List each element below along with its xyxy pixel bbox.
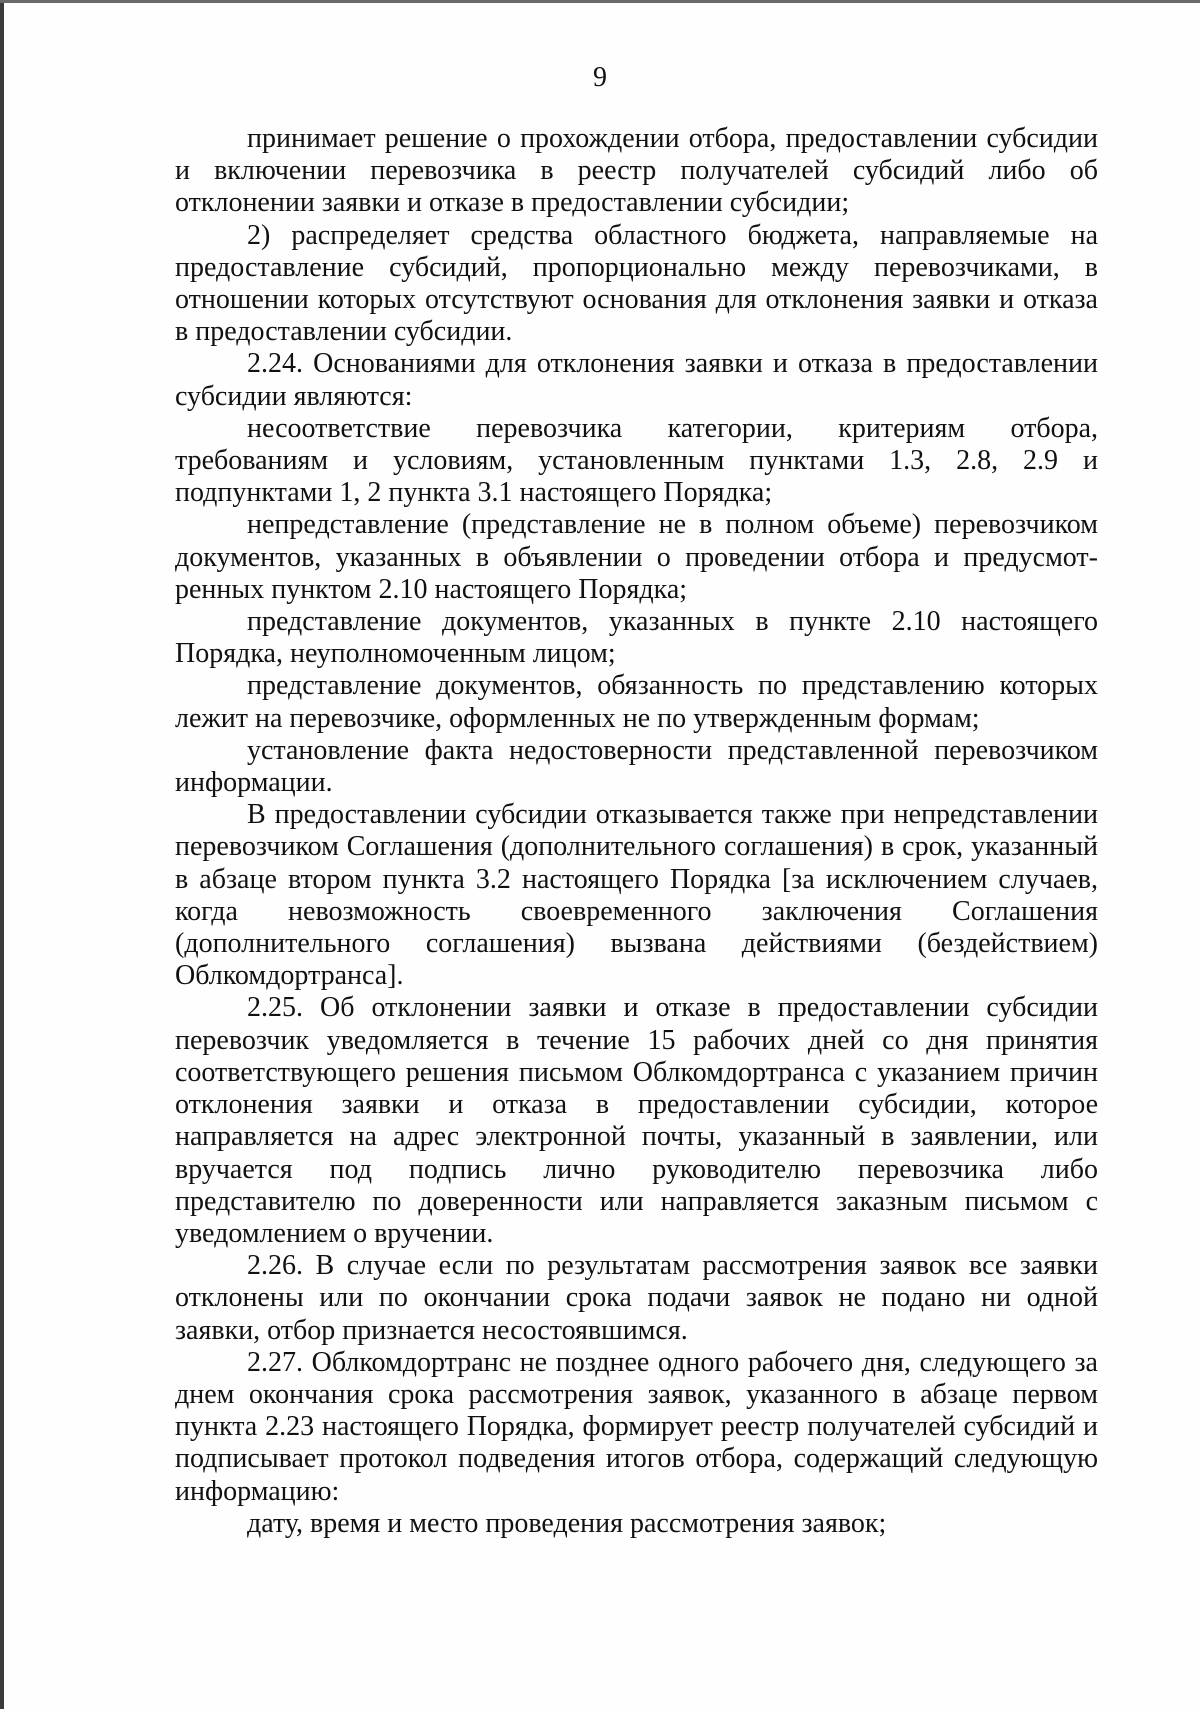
paragraph: принимает решение о прохождении отбора, предоставлении субсидии и включении перевозчика в реестр получателей субсидий либо об отклонении заявки и отказе в предоставлении субсидии; [175,123,1098,219]
paragraph: 2.24. Основаниями для отклонения заявки и отказа в предоставлении субсидии являются: [175,348,1098,412]
paragraph: дату, время и место проведения рассмотрения заявок; [247,1507,887,1539]
scan-edge-top [0,0,1200,3]
paragraph: 2.27. Облкомдортранс не позднее одного рабочего дня, следующего за днем окончания срока рассмотрения заявок, указанного в абзаце первом пункта 2.23 настоящего Порядка, формирует реестр получателей субсидий и подписывает протокол подведения итогов отбора, содержащий следующую информацию: [175,1346,1098,1507]
paragraph: 2.25. Об отклонении заявки и отказе в предоставлении субсидии перевозчик уведомляется в течение 15 рабочих дней со дня принятия соответствующего решения письмом Облкомдортранса с указанием причин отклонения заявки и отказа в предоставлении субсидии, которое направляется на адрес электронной почты, указанный в заявлении, или вручается под подпись лично руководителю перевозчика либо представителю по доверенности или направляется заказным письмом с уведомлением о вручении. [175,992,1098,1249]
paragraph: непредставление (представление не в полном объеме) перевозчиком документов, указанных в объявлении о проведении отбора и предусмотренных пунктом 2.10 настоящего Порядка; [175,509,1098,605]
paragraph: 2.26. В случае если по результатам рассмотрения заявок все заявки отклонены или по окончании срока подачи заявок не подано ни одной заявки, отбор признается несостоявшимся. [175,1250,1098,1346]
document-body [175,123,1098,1540]
paragraph: представление документов, обязанность по представлению которых лежит на перевозчике, оформленных не по утвержденным формам; [175,670,1098,734]
scan-edge-left [0,0,4,1709]
paragraph: В предоставлении субсидии отказывается также при непредставлении перевозчиком Соглашения (дополнительного соглашения) в срок, указанный в абзаце втором пункта 3.2 настоящего Порядка [за исключением случаев, когда невозможность своевременного заключения Соглашения (дополнительного соглашения) вызвана действиями (бездействием) Облкомдортранса]. [175,799,1098,992]
page-number: 9 [593,62,607,93]
paragraph: установление факта недостоверности представленной перевозчиком информации. [175,734,1098,799]
paragraph: 2) распределяет средства областного бюджета, направляемые на предоставление субсидий, пропорционально между перевозчиками, в отношении которых отсутствуют основания для отклонения заявки и отказа в предоставлении субсидии. [175,219,1098,348]
paragraph: несоответствие перевозчика категории, критериям отбора, требованиям и условиям, установленным пунктами 1.3, 2.8, 2.9 и подпунктами 1, 2 пункта 3.1 настоящего Порядка; [175,412,1098,509]
paragraph: представление документов, указанных в пункте 2.10 настоящего Порядка, неуполномоченным лицом; [175,606,1098,670]
